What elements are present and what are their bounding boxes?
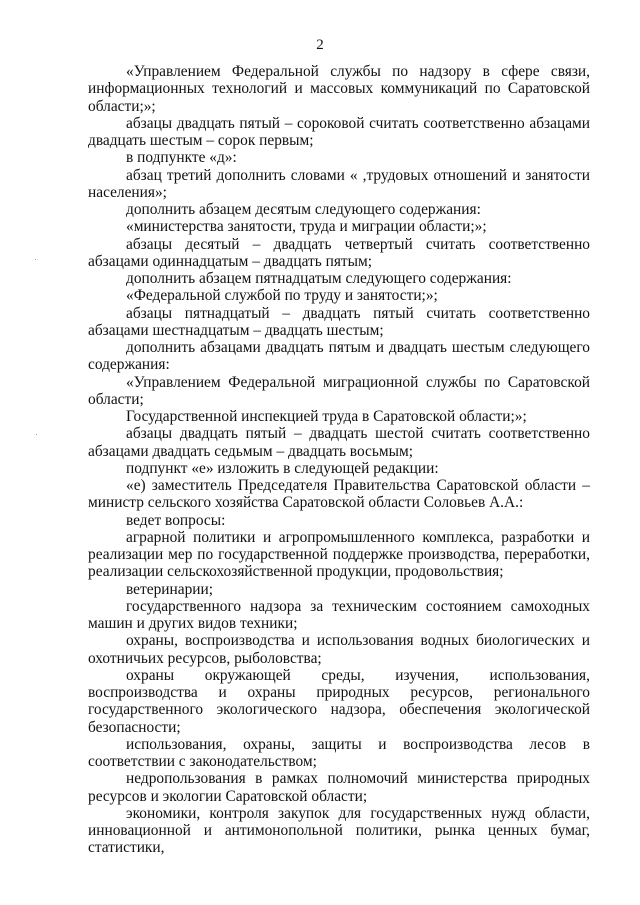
paragraph: ведет вопросы: <box>126 511 226 529</box>
paragraph: абзацы двадцать пятый – двадцать шестой считать соответственно абзацами двадцать седьмым – двадцать восьмым; <box>88 425 590 460</box>
page-number: 2 <box>316 37 324 53</box>
paragraph: экономики, контроля закупок для государственных нужд области, инновационной и антимонопольной политики, рынка ценных бумаг, статистики, <box>88 804 590 857</box>
document-body <box>88 63 590 857</box>
paragraph: охраны, воспроизводства и использования водных биологических и охотничьих ресурсов, рыболовства; <box>88 632 590 667</box>
paragraph: аграрной политики и агропромышленного комплекса, разработки и реализации мер по государственной поддержке производства, переработки, реализации сельскохозяйственной продукции, продовольствия; <box>88 528 590 581</box>
paragraph: подпункт «е» изложить в следующей редакции: <box>126 459 439 477</box>
paragraph: абзацы пятнадцатый – двадцать пятый считать соответственно абзацами шестнадцатым – двадцать шестым; <box>88 304 590 339</box>
paragraph: государственного надзора за техническим состоянием самоходных машин и других видов техники; <box>88 597 590 632</box>
paragraph: Государственной инспекцией труда в Саратовской области;»; <box>126 408 527 425</box>
paragraph: «министерства занятости, труда и миграции области;»; <box>126 218 487 236</box>
scan-speck <box>36 434 37 435</box>
paragraph: «Управлением Федеральной службы по надзору в сфере связи, информационных технологий и массовых коммуникаций по Саратовской области;»; <box>88 63 590 115</box>
paragraph: «Управлением Федеральной миграционной службы по Саратовской области; <box>88 373 590 408</box>
paragraph: недропользования в рамках полномочий министерства природных ресурсов и экологии Саратовской области; <box>88 770 590 805</box>
paragraph: дополнить абзацем пятнадцатым следующего содержания: <box>126 270 512 287</box>
paragraph: абзац третий дополнить словами « ,трудовых отношений и занятости населения»; <box>88 166 590 201</box>
paragraph: абзацы двадцать пятый – сороковой считать соответственно абзацами двадцать шестым – сорок первым; <box>88 114 590 149</box>
paragraph: дополнить абзацами двадцать пятым и двадцать шестым следующего содержания: <box>88 339 590 374</box>
paragraph: дополнить абзацем десятым следующего содержания: <box>126 201 481 218</box>
scan-speck <box>35 259 36 260</box>
paragraph: «е) заместитель Председателя Правительства Саратовской области – министр сельского хозяйства Саратовской области Соловьев А.А.: <box>88 477 590 512</box>
paragraph: охраны окружающей среды, изучения, использования, воспроизводства и охраны природных ресурсов, регионального государственного экологического надзора, обеспечения экологической безопасности; <box>88 666 590 736</box>
paragraph: в подпункте «д»: <box>126 149 237 167</box>
paragraph: ветеринарии; <box>126 580 214 598</box>
paragraph: абзацы десятый – двадцать четвертый считать соответственно абзацами одиннадцатым – двадцать пятым; <box>88 235 590 270</box>
paragraph: использования, охраны, защиты и воспроизводства лесов в соответствии с законодательством; <box>88 735 590 770</box>
paragraph: «Федеральной службой по труду и занятости;»; <box>126 287 438 305</box>
